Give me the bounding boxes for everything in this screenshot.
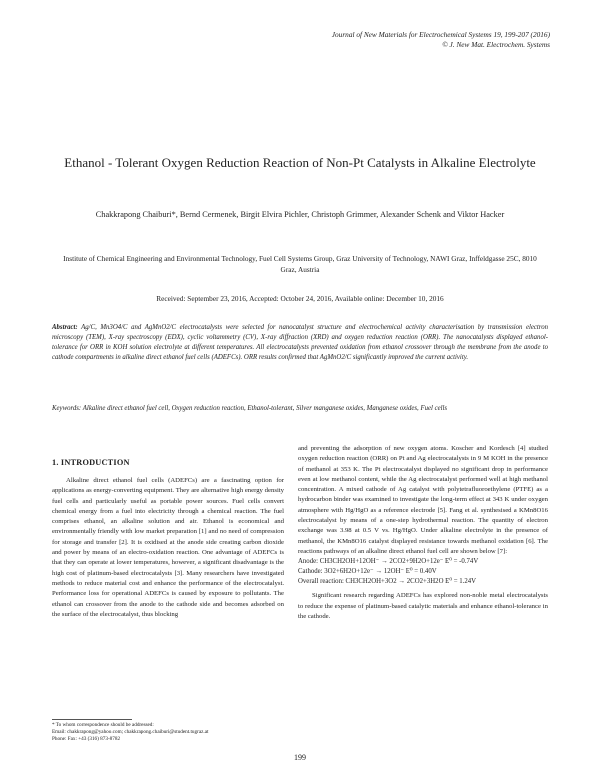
keywords: [52, 404, 548, 414]
footnote-email: Email: chakkrapong@yahoo.com; chakkrapong.chaiburi@student.tugraz.at: [52, 729, 209, 735]
keywords-text: Alkaline direct ethanol fuel cell, Oxygen reduction reaction, Ethanol-tolerant, Silver manganese oxides, Manganese oxides, Fuel cells: [82, 405, 448, 412]
journal-citation: Journal of New Materials for Electrochemical Systems 19, 199-207 (2016): [331, 30, 550, 39]
journal-copyright: © J. New Mat. Electrochem. Systems: [442, 40, 550, 49]
intro-right-paragraph-2: Significant research regarding ADEFCs has explored non-noble metal electrocatalysts to reduce the expense of platinum-based catalytic materials and enhance ethanol-tolerance in the cathode.: [298, 592, 548, 620]
intro-right-paragraph: and preventing the adsorption of new oxygen atoms. Koscher and Kordesch [4] studied oxygen reduction reaction (ORR) on Pt and Ag electrocatalysts in 9 M KOH in the presence of methanol at 353 K. The Pt electrocatalyst displayed no significant drop in performance even at low methanol content, while the Ag electrocatalyst performed well at high methanol concentration. A mixed cathode of Ag catalyst with polytetrafluoroethylene (PTFE) as a hydrocarbon binder was examined to investigate the long-term effect at 343 K under oxygen atmosphere with Hg/HgO as a reference electrode [5]. Fang et al. synthesised a KMn8O16 electrocatalyst by means of a one-step hydrothermal reaction. The quantity of electron exchange was 3.98 at 0.5 V vs. Hg/HgO. Under alkaline electrolyte in the presence of methanol, the KMn8O16 catalyst displayed resistance towards methanol oxidation [6]. The reactions pathways of an alkaline direct ethanol fuel cell are shown below [7]:: [298, 445, 548, 555]
footnote-phone: Phone: Fax: +43 (316) 873-8782: [52, 736, 121, 742]
abstract: [52, 323, 548, 363]
abstract-text: Ag/C, Mn3O4/C and AgMnO2/C electrocatalysts were selected for nanocatalyst structure and electrochemical activity characterisation by transmission electron microscopy (TEM), X-ray spectroscopy (EDX), cyclic voltammetry (CV), X-ray diffraction (XRD) and oxygen reduction reaction (ORR). The nanocatalysts displayed ethanol-tolerance for ORR in KOH solution electrolyte at different temperatures. All electrocatalysts prevented oxidation from ethanol crossover through the membrane from the anode to cathode compartments in alkaline direct ethanol fuel cells (ADEFCs). ORR results confirmed that AgMnO2/C significantly improved the current activity.: [52, 324, 548, 361]
section-heading: 1. INTRODUCTION: [52, 458, 130, 467]
author-list: Chakkrapong Chaiburi*, Bernd Cermenek, Birgit Elvira Pichler, Christoph Grimmer, Alexander Schenk and Viktor Hacker: [95, 210, 505, 219]
equation-overall: Overall reaction: CH3CH2OH+3O2 → 2CO2+3H2O E⁰ = 1.24V: [298, 578, 477, 586]
abstract-label: Abstract:: [52, 324, 78, 331]
intro-right-column: [298, 444, 548, 622]
footnote: [52, 722, 292, 743]
page-number: 199: [294, 753, 306, 762]
equation-anode: Anode: CH3CH2OH+12OH⁻ → 2CO2+9H2O+12e⁻ E⁰ = -0.74V: [298, 558, 479, 566]
intro-left-paragraph: Alkaline direct ethanol fuel cells (ADEFCs) are a fascinating option for applications as energy-converting equipment. They are alternative high energy density fuel cells and particularly useful as portable power sources. Fuel cells convert chemical energy from a fuel into electricity through a chemical reaction. The fuel comprises ethanol, an alkaline solution and air. Ethanol is economical and environmentally friendly with low market preparation [1] and no need of compression for storage and transfer [2]. It is oxidised at the anode side creating carbon dioxide and power by means of an electro-oxidation reaction. One advantage of ADEFCs is that they can operate at lower temperatures, however, a significant disadvantage is the high cost of platinum-based electrocatalysts [3]. Many researchers have investigated methods to reduce material cost and enhance the performance of the electrocatalyst. Performance loss for operational ADEFCs is caused by exposure to pollutants. The ethanol can crossover from the anode to the cathode side and becomes adsorbed on the surface of the electrocatalyst, thus blocking: [52, 477, 284, 618]
affiliation: Institute of Chemical Engineering and Environmental Technology, Fuel Cell Systems Group, Graz University of Technology, NAWI Graz, Inffeldgasse 25C, 8010 Graz, Austria: [63, 254, 537, 274]
footnote-rule: [52, 719, 132, 720]
paper-title: Ethanol - Tolerant Oxygen Reduction Reaction of Non-Pt Catalysts in Alkaline Electrolyte: [64, 155, 536, 170]
journal-header: [150, 30, 550, 50]
footnote-correspondence: * To whom correspondence should be addressed:: [52, 722, 154, 728]
publication-dates: Received: September 23, 2016, Accepted: October 24, 2016, Available online: December 10, 2016: [156, 294, 444, 303]
keywords-label: Keywords:: [52, 405, 82, 412]
equation-cathode: Cathode: 3O2+6H2O+12e⁻ → 12OH⁻ E⁰ = 0.40V: [298, 568, 437, 576]
